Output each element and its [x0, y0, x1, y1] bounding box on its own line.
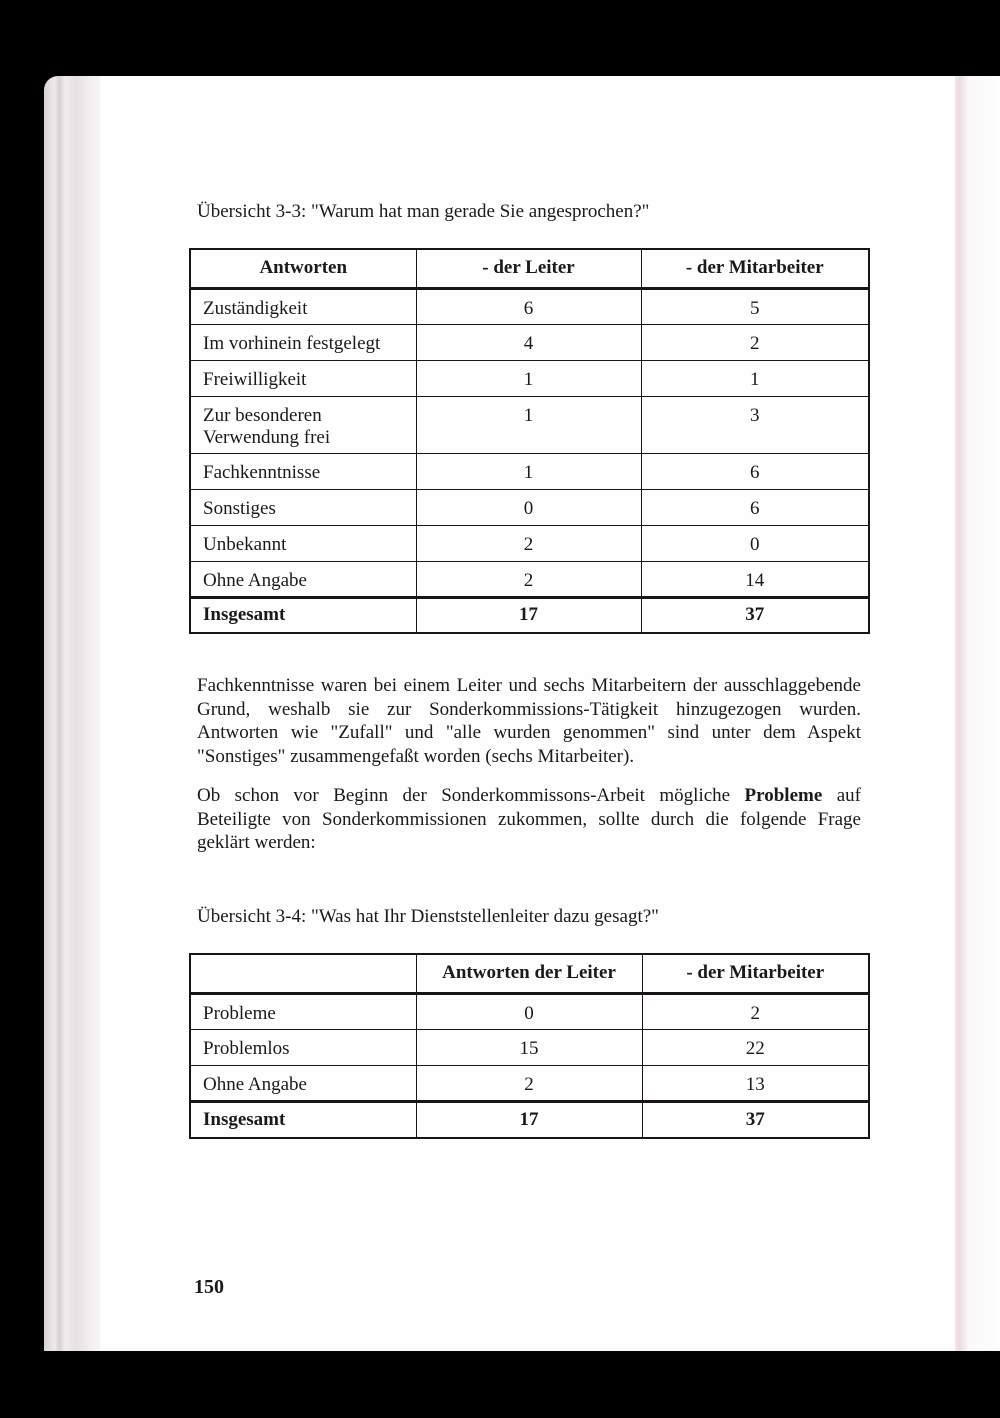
table-header-row [190, 249, 869, 288]
row-label: Problemlos [203, 1037, 290, 1059]
mitarbeiter-value: 6 [750, 497, 760, 519]
table-header-row [190, 954, 869, 993]
mitarbeiter-value: 22 [745, 1037, 765, 1059]
leiter-value: 6 [523, 297, 534, 319]
mitarbeiter-value: 2 [750, 332, 760, 354]
column-header-leiter: Antworten der Leiter [416, 954, 642, 993]
table-row [190, 360, 869, 396]
leiter-value: 0 [523, 497, 534, 519]
mitarbeiter-value: 13 [745, 1073, 765, 1095]
mitarbeiter-value: 5 [750, 297, 760, 319]
page-number: 150 [194, 1276, 224, 1298]
mitarbeiter-value: 3 [750, 404, 760, 426]
table-row [190, 1065, 869, 1101]
table-3-4 [189, 953, 870, 1139]
total-label: Insgesamt [190, 1101, 416, 1138]
table-row [190, 288, 869, 324]
body-paragraph-1: Fachkenntnisse waren bei einem Leiter und sechs Mitarbeitern der ausschlaggebende Grund, weshalb sie zur Sonderkommissions-Tätigkeit hinzugezogen wurden. Antworten wie "Zufall" und "alle wurden genommen" sind unter dem Aspekt "Sonstiges" zusammengefaßt worden (sechs Mitarbeiter). [197, 675, 861, 767]
leiter-value: 1 [523, 404, 534, 426]
row-label: Zuständigkeit [203, 297, 308, 319]
column-header-mitarbeiter: - der Mitarbeiter [641, 249, 869, 288]
total-leiter: 17 [416, 597, 641, 633]
leiter-value: 4 [523, 332, 534, 354]
leiter-value: 0 [524, 1002, 534, 1024]
total-label: Insgesamt [190, 597, 416, 633]
leiter-value: 2 [523, 533, 534, 555]
mitarbeiter-value: 2 [750, 1002, 760, 1024]
emphasis-probleme: Probleme [744, 785, 823, 806]
body-paragraph-2: Ob schon vor Beginn der Sonderkommissons-Arbeit mögliche Probleme auf Beteiligte von Sonderkommissionen zukommen, sollte durch die folgende Frage geklärt werden: [197, 785, 862, 853]
column-header-mitarbeiter: - der Mitarbeiter [642, 954, 869, 993]
row-label: Ohne Angabe [203, 569, 307, 591]
table-total-row [190, 597, 869, 633]
table-row [190, 324, 869, 360]
row-label: Probleme [203, 1002, 276, 1024]
mitarbeiter-value: 14 [745, 569, 765, 591]
mitarbeiter-value: 6 [750, 461, 760, 483]
row-label: Fachkenntnisse [203, 461, 321, 483]
mitarbeiter-value: 1 [750, 368, 760, 390]
total-mitarbeiter: 37 [641, 597, 869, 633]
column-header-antworten: Antworten [190, 249, 416, 288]
leiter-value: 15 [519, 1037, 539, 1059]
row-label: Freiwilligkeit [203, 368, 307, 390]
row-label: Sonstiges [203, 497, 276, 519]
table-row [190, 993, 869, 1029]
table-row [190, 453, 869, 489]
table-row [190, 396, 869, 453]
total-mitarbeiter: 37 [642, 1101, 869, 1138]
table-total-row [190, 1101, 869, 1138]
leiter-value: 1 [523, 368, 534, 390]
leiter-value: 1 [523, 461, 534, 483]
column-header-leiter: - der Leiter [416, 249, 641, 288]
leiter-value: 2 [523, 569, 534, 591]
table-3-4-caption: Übersicht 3-4: "Was hat Ihr Dienststellenleiter dazu gesagt?" [197, 906, 659, 927]
table-row [190, 561, 869, 597]
row-label: Im vorhinein festgelegt [203, 332, 381, 354]
row-label: Zur besonderen Verwendung frei [203, 404, 331, 448]
total-leiter: 17 [416, 1101, 642, 1138]
book-page-edge-right [955, 76, 1000, 1351]
table-row [190, 489, 869, 525]
mitarbeiter-value: 0 [750, 533, 760, 555]
table-3-3 [189, 248, 870, 634]
table-3-3-caption: Übersicht 3-3: "Warum hat man gerade Sie angesprochen?" [197, 201, 650, 222]
table-row [190, 525, 869, 561]
table-row [190, 1029, 869, 1065]
row-label: Ohne Angabe [203, 1073, 307, 1095]
row-label: Unbekannt [203, 533, 287, 555]
column-header-empty [190, 954, 416, 993]
leiter-value: 2 [524, 1073, 534, 1095]
